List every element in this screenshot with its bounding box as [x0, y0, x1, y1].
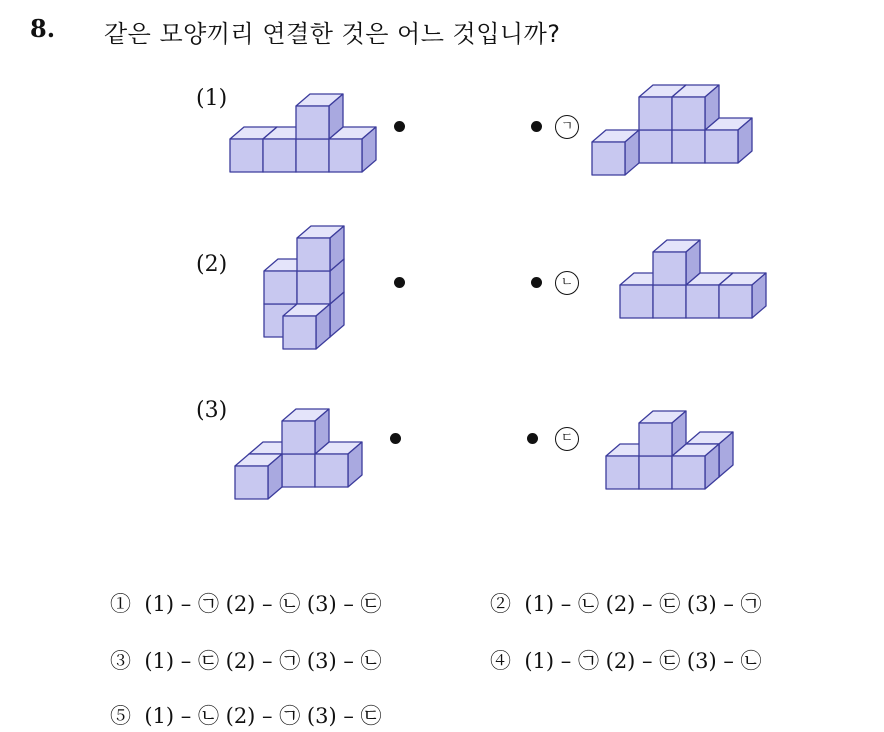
figure-c [600, 400, 730, 495]
figure-b [615, 233, 775, 328]
figure-a [600, 72, 740, 182]
item-label-2: (2) [196, 252, 228, 277]
cube-face [672, 97, 705, 130]
item-label-1: (1) [196, 86, 228, 111]
option-1[interactable] [110, 588, 382, 618]
cube-face [606, 456, 639, 489]
connect-dot-left-3[interactable] [390, 433, 401, 444]
connect-dot-right-3[interactable] [527, 433, 538, 444]
cube-face [672, 130, 705, 163]
option-5[interactable] [110, 700, 382, 730]
answer-label-b: ㄴ [555, 271, 579, 295]
cube-face [296, 139, 329, 172]
item-label-3: (3) [196, 398, 228, 423]
cube-face [315, 454, 348, 487]
answer-label-c: ㄷ [555, 427, 579, 451]
cube-face [672, 456, 705, 489]
option-3-text: (1) – ㉢ (2) – ㉠ (3) – ㉡ [144, 649, 382, 673]
cube-face [264, 271, 297, 304]
option-4-text: (1) – ㉠ (2) – ㉢ (3) – ㉡ [524, 649, 762, 673]
connect-dot-left-2[interactable] [394, 277, 405, 288]
option-3-mark: ③ [110, 649, 131, 673]
answer-label-a: ㄱ [555, 115, 579, 139]
connect-dot-right-2[interactable] [531, 277, 542, 288]
cube-face [282, 421, 315, 454]
cube-face [639, 423, 672, 456]
connect-dot-right-1[interactable] [531, 121, 542, 132]
option-3[interactable] [110, 645, 382, 675]
cube-face [705, 130, 738, 163]
cube-face [639, 97, 672, 130]
option-2-mark: ② [490, 592, 511, 616]
cube-face [230, 139, 263, 172]
option-2-text: (1) – ㉡ (2) – ㉢ (3) – ㉠ [524, 592, 762, 616]
cube-face [297, 271, 330, 304]
cube-face [297, 238, 330, 271]
figure-3 [243, 402, 383, 512]
option-4[interactable] [490, 645, 762, 675]
cube-face [653, 285, 686, 318]
option-1-mark: ① [110, 592, 131, 616]
cube-face [329, 139, 362, 172]
cube-face [620, 285, 653, 318]
figure-1 [225, 85, 395, 195]
cube-face [686, 285, 719, 318]
figure-2 [258, 222, 368, 362]
option-5-mark: ⑤ [110, 704, 131, 728]
question-number: 8. [30, 14, 56, 43]
cube-face [719, 285, 752, 318]
cube-face [235, 466, 268, 499]
cube-face [263, 139, 296, 172]
cube-face [283, 316, 316, 349]
cube-face [653, 252, 686, 285]
cube-face [639, 130, 672, 163]
cube-face [592, 142, 625, 175]
option-4-mark: ④ [490, 649, 511, 673]
option-5-text: (1) – ㉡ (2) – ㉠ (3) – ㉢ [144, 704, 382, 728]
question-text: 같은 모양끼리 연결한 것은 어느 것입니까? [104, 20, 561, 48]
option-1-text: (1) – ㉠ (2) – ㉡ (3) – ㉢ [144, 592, 382, 616]
connect-dot-left-1[interactable] [394, 121, 405, 132]
cube-face [639, 456, 672, 489]
option-2[interactable] [490, 588, 762, 618]
cube-face [296, 106, 329, 139]
cube-face [282, 454, 315, 487]
